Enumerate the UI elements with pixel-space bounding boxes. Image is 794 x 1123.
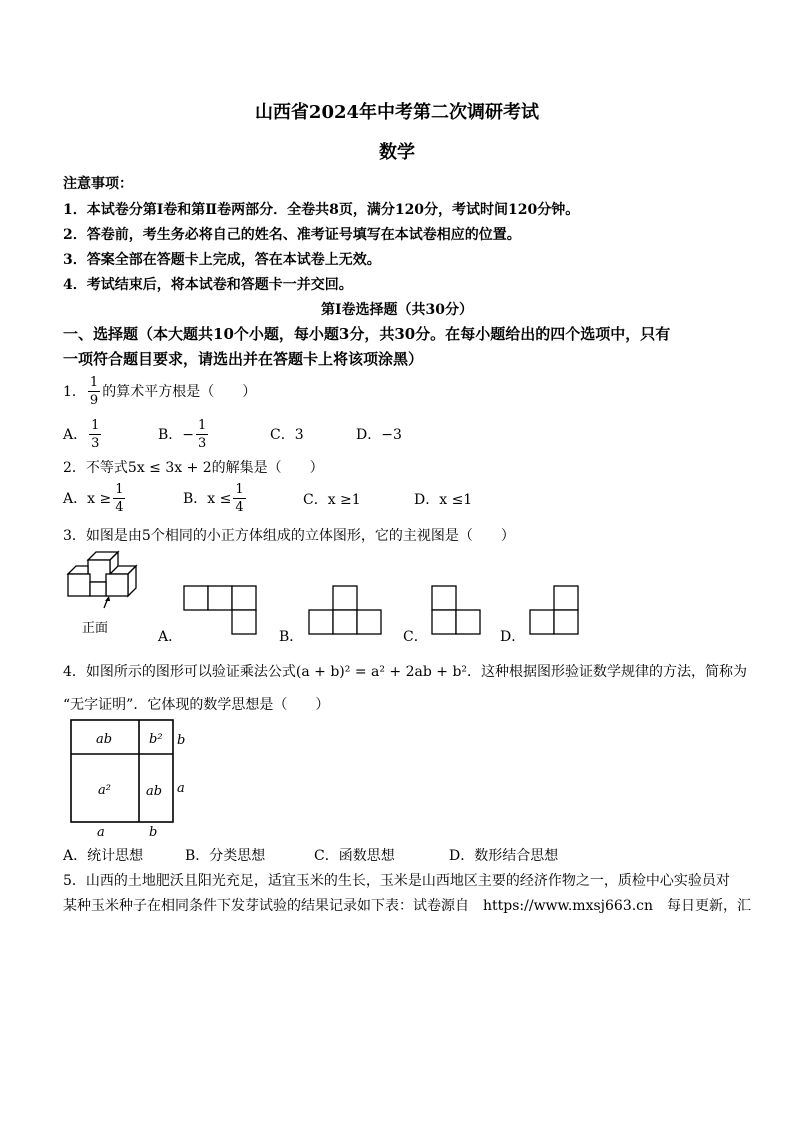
label-bottom-a: a xyxy=(97,825,105,840)
question-5-line-1: 5．山西的土地肥沃且阳光充足，适宜玉米的生长，玉米是山西地区主要的经济作物之一，质检中心实验员对 xyxy=(63,873,730,889)
q1-option-d: D．−3 xyxy=(356,427,402,443)
cube-3d-figure xyxy=(60,548,140,640)
notice-heading: 注意事项： xyxy=(63,176,133,192)
q1-number: 1． xyxy=(63,384,86,400)
label-ab-top: ab xyxy=(96,732,113,747)
label-bottom-b: b xyxy=(149,825,158,840)
notice-item-4: 4．考试结束后，将本试卷和答题卡一并交回。 xyxy=(63,277,353,293)
question-4-line-2: “无字证明”．它体现的数学思想是（ ） xyxy=(63,697,330,713)
section-title: 第Ⅰ卷选择题（共30分） xyxy=(320,302,474,318)
label-ab-right: ab xyxy=(146,784,163,799)
q4-option-a: A．统计思想 xyxy=(63,848,144,864)
q3-option-d: D． xyxy=(500,629,526,645)
exam-title: 山西省2024年中考第二次调研考试 xyxy=(254,102,540,123)
q3-option-c: C． xyxy=(403,629,428,645)
label-side-a: a xyxy=(177,781,185,796)
q3-option-a: A． xyxy=(158,629,183,645)
notice-item-1: 1．本试卷分第Ⅰ卷和第Ⅱ卷两部分．全卷共8页，满分120分，考试时间120分钟。 xyxy=(63,202,580,218)
q1-option-a: A． $\frac{1}{3}$ xyxy=(63,417,100,451)
q1-option-c: C．3 xyxy=(270,427,304,443)
question-4-line-1: 4．如图所示的图形可以验证乘法公式(a + b)² = a² + 2ab + b²．这种根据图形验证数学规律的方法，简称为 xyxy=(63,664,748,680)
q1-option-b: B．− $\frac{1}{3}$ xyxy=(158,417,207,451)
q3-view-c xyxy=(430,585,482,635)
label-b-squared: b² xyxy=(149,732,163,747)
q1-stem: 的算术平方根是（ ） xyxy=(102,384,257,400)
question-1 xyxy=(63,373,256,409)
section-instruction-1: 一、选择题（本大题共10个小题，每小题3分，共30分。在每小题给出的四个选项中，只有 xyxy=(63,325,671,343)
q2-option-a: A．x ≥ $\frac{1}{4}$ xyxy=(63,481,124,515)
subject-title: 数学 xyxy=(379,142,415,163)
q3-option-b: B． xyxy=(279,629,304,645)
q2-option-b: B．x ≤ $\frac{1}{4}$ xyxy=(183,481,244,515)
question-3: 3．如图是由5个相同的小正方体组成的立体图形，它的主视图是（ ） xyxy=(63,528,515,544)
front-view-label: 正面 xyxy=(82,621,109,636)
q2-option-d: D．x ≤1 xyxy=(414,492,473,508)
q4-option-d: D．数形结合思想 xyxy=(449,848,559,864)
q3-view-b xyxy=(307,585,383,635)
square-proof-figure xyxy=(64,718,194,840)
q2-option-c: C．x ≥1 xyxy=(303,492,361,508)
notice-item-2: 2．答卷前，考生务必将自己的姓名、准考证号填写在本试卷相应的位置。 xyxy=(63,227,521,243)
question-5-line-2: 某种玉米种子在相同条件下发芽试验的结果记录如下表：试卷源自 https://www.mxsj663.cn 每日更新，汇 xyxy=(63,898,752,914)
q4-option-b: B．分类思想 xyxy=(185,848,266,864)
label-side-b: b xyxy=(177,733,186,748)
q3-view-a xyxy=(182,585,258,635)
q3-view-d xyxy=(528,585,580,635)
section-instruction-2: 一项符合题目要求，请选出并在答题卡上将该项涂黑） xyxy=(63,350,424,368)
q1-fraction: $\frac{1}{9}$ xyxy=(89,374,99,408)
question-2: 2．不等式5x ≤ 3x + 2的解集是（ ） xyxy=(63,460,324,476)
label-a-squared: a² xyxy=(98,783,111,798)
notice-item-3: 3．答案全部在答题卡上完成，答在本试卷上无效。 xyxy=(63,252,381,268)
q4-option-c: C．函数思想 xyxy=(314,848,395,864)
